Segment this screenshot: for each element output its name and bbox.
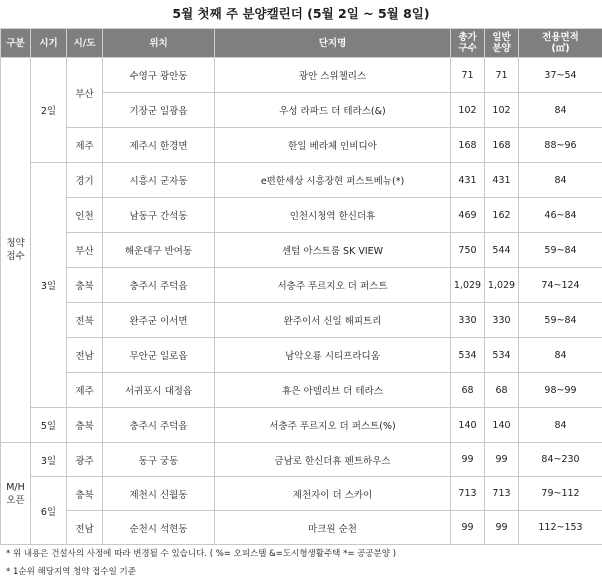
header-total-line1: 총가 (458, 32, 476, 43)
footnote: * 1순위 해당지역 청약 접수일 기준 (6, 563, 596, 581)
header-area-line2: (㎡) (551, 43, 569, 54)
complex-cell: e편한세상 시흥장현 퍼스트베뉴(*) (215, 163, 451, 198)
page-title: 5월 첫째 주 분양캘린더 (5월 2일 ~ 5월 8일) (0, 0, 602, 28)
table-row (1, 373, 602, 408)
location-cell: 해운대구 반여동 (103, 233, 215, 268)
general-units-cell: 162 (485, 198, 519, 233)
total-units-cell: 68 (451, 373, 485, 408)
region-cell: 전남 (67, 511, 103, 545)
category-subscription-line2: 접수 (6, 251, 24, 262)
table-row (1, 163, 602, 198)
header-general-units (485, 29, 519, 58)
general-units-cell: 99 (485, 443, 519, 477)
table-row (1, 198, 602, 233)
complex-cell: 서충주 푸르지오 더 퍼스트 (215, 268, 451, 303)
region-cell: 제주 (67, 373, 103, 408)
complex-cell: 금남로 한신더휴 펜트하우스 (215, 443, 451, 477)
table-row (1, 233, 602, 268)
total-units-cell: 330 (451, 303, 485, 338)
area-cell: 79~112 (519, 477, 602, 511)
region-cell: 경기 (67, 163, 103, 198)
header-complex: 단지명 (215, 29, 451, 58)
complex-cell: 마크원 순천 (215, 511, 451, 545)
footnotes (6, 545, 596, 581)
complex-cell: 우성 라파드 더 테라스(&) (215, 93, 451, 128)
location-cell: 동구 궁동 (103, 443, 215, 477)
region-cell: 제주 (67, 128, 103, 163)
general-units-cell: 102 (485, 93, 519, 128)
total-units-cell: 102 (451, 93, 485, 128)
location-cell: 충주시 주덕읍 (103, 408, 215, 443)
complex-cell: 서충주 푸르지오 더 퍼스트(%) (215, 408, 451, 443)
total-units-cell: 431 (451, 163, 485, 198)
calendar-table (0, 28, 602, 545)
category-subscription (1, 58, 31, 443)
location-cell: 시흥시 군자동 (103, 163, 215, 198)
area-cell: 37~54 (519, 58, 602, 93)
region-cell: 부산 (67, 233, 103, 268)
general-units-cell: 68 (485, 373, 519, 408)
table-row (1, 58, 602, 93)
region-cell: 충북 (67, 477, 103, 511)
header-time: 시기 (31, 29, 67, 58)
category-subscription-line1: 청약 (6, 238, 24, 249)
area-cell: 98~99 (519, 373, 602, 408)
area-cell: 84 (519, 163, 602, 198)
general-units-cell: 168 (485, 128, 519, 163)
header-region: 시/도 (67, 29, 103, 58)
area-cell: 112~153 (519, 511, 602, 545)
total-units-cell: 168 (451, 128, 485, 163)
area-cell: 88~96 (519, 128, 602, 163)
time-cell: 3일 (31, 443, 67, 477)
area-cell: 84 (519, 93, 602, 128)
category-mh-open (1, 443, 31, 545)
time-cell: 2일 (31, 58, 67, 163)
region-cell: 부산 (67, 58, 103, 128)
area-cell: 74~124 (519, 268, 602, 303)
total-units-cell: 1,029 (451, 268, 485, 303)
location-cell: 기장군 일광읍 (103, 93, 215, 128)
complex-cell: 인천시청역 한신더휴 (215, 198, 451, 233)
region-cell: 충북 (67, 268, 103, 303)
area-cell: 84 (519, 338, 602, 373)
region-cell: 광주 (67, 443, 103, 477)
complex-cell: 남악오룡 시티프라디움 (215, 338, 451, 373)
location-cell: 완주군 이서면 (103, 303, 215, 338)
header-general-line1: 일반 (492, 32, 510, 43)
header-total-line2: 구수 (458, 43, 476, 54)
location-cell: 서귀포시 대정읍 (103, 373, 215, 408)
header-general-line2: 분양 (492, 43, 510, 54)
total-units-cell: 469 (451, 198, 485, 233)
area-cell: 59~84 (519, 233, 602, 268)
header-row (1, 29, 602, 58)
region-cell: 전남 (67, 338, 103, 373)
total-units-cell: 71 (451, 58, 485, 93)
location-cell: 수영구 광안동 (103, 58, 215, 93)
location-cell: 제주시 한경면 (103, 128, 215, 163)
region-cell: 전북 (67, 303, 103, 338)
table-row (1, 128, 602, 163)
category-mh-line2: 오픈 (6, 495, 24, 506)
general-units-cell: 330 (485, 303, 519, 338)
complex-cell: 한일 베라체 인비디아 (215, 128, 451, 163)
location-cell: 무안군 일로읍 (103, 338, 215, 373)
general-units-cell: 1,029 (485, 268, 519, 303)
region-cell: 인천 (67, 198, 103, 233)
footnote: * 위 내용은 건설사의 사정에 따라 변경될 수 있습니다. ( %= 오피스텔 &=도시형생활주택 *= 공공분양 ) (6, 545, 596, 563)
general-units-cell: 534 (485, 338, 519, 373)
header-area-line1: 전용면적 (542, 32, 579, 43)
total-units-cell: 99 (451, 443, 485, 477)
table-row (1, 303, 602, 338)
area-cell: 84~230 (519, 443, 602, 477)
total-units-cell: 713 (451, 477, 485, 511)
location-cell: 순천시 석현동 (103, 511, 215, 545)
area-cell: 84 (519, 408, 602, 443)
region-cell: 충북 (67, 408, 103, 443)
time-cell: 3일 (31, 163, 67, 408)
general-units-cell: 713 (485, 477, 519, 511)
location-cell: 제천시 신월동 (103, 477, 215, 511)
table-row (1, 268, 602, 303)
location-cell: 충주시 주덕읍 (103, 268, 215, 303)
time-cell: 6일 (31, 477, 67, 545)
complex-cell: 휴은 아델리브 더 테라스 (215, 373, 451, 408)
header-total-units (451, 29, 485, 58)
header-area (519, 29, 602, 58)
general-units-cell: 71 (485, 58, 519, 93)
complex-cell: 완주이서 신일 해피트리 (215, 303, 451, 338)
header-location: 위치 (103, 29, 215, 58)
general-units-cell: 544 (485, 233, 519, 268)
general-units-cell: 99 (485, 511, 519, 545)
total-units-cell: 140 (451, 408, 485, 443)
general-units-cell: 431 (485, 163, 519, 198)
table-row (1, 408, 602, 443)
complex-cell: 제천자이 더 스카이 (215, 477, 451, 511)
time-cell: 5일 (31, 408, 67, 443)
total-units-cell: 99 (451, 511, 485, 545)
table-row (1, 338, 602, 373)
total-units-cell: 750 (451, 233, 485, 268)
header-category: 구분 (1, 29, 31, 58)
total-units-cell: 534 (451, 338, 485, 373)
category-mh-line1: M/H (6, 482, 25, 493)
table-row (1, 511, 602, 545)
table-row (1, 443, 602, 477)
location-cell: 남동구 간석동 (103, 198, 215, 233)
complex-cell: 광안 스위첼리스 (215, 58, 451, 93)
area-cell: 46~84 (519, 198, 602, 233)
table-row (1, 477, 602, 511)
area-cell: 59~84 (519, 303, 602, 338)
general-units-cell: 140 (485, 408, 519, 443)
complex-cell: 센텀 아스트룸 SK VIEW (215, 233, 451, 268)
